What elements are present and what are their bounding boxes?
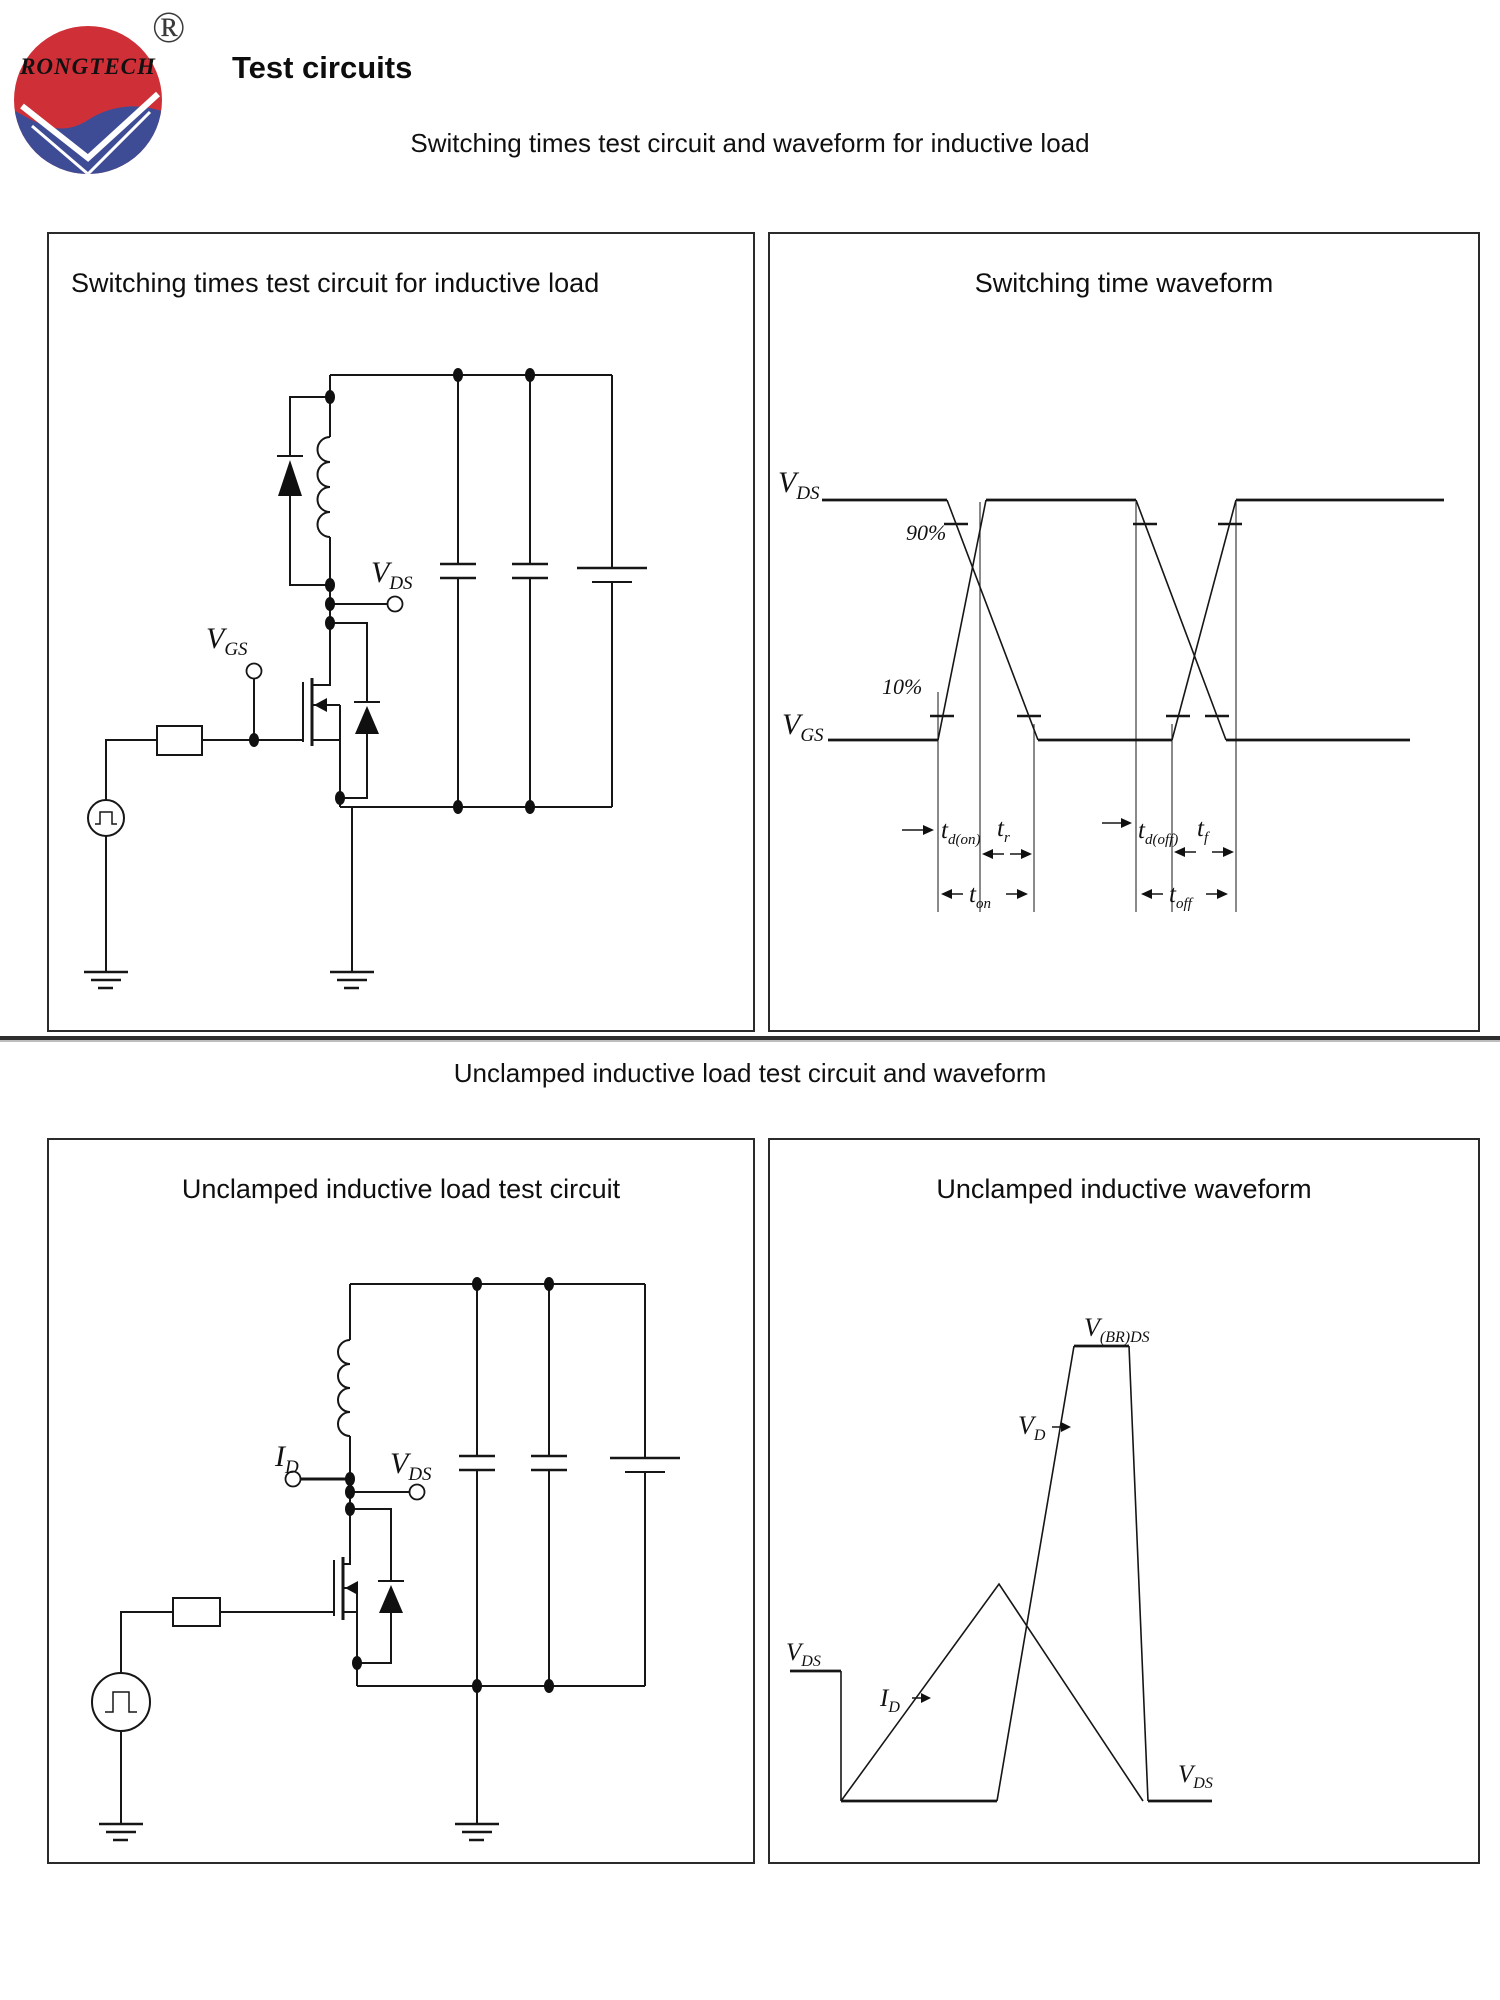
panel-title: Unclamped inductive load test circuit xyxy=(181,1174,621,1204)
capacitor-icon xyxy=(531,1284,567,1686)
switching-circuit-diagram xyxy=(49,234,753,1026)
capacitor-icon xyxy=(459,1284,495,1686)
tr-label: $t_r$ xyxy=(997,815,1010,846)
switching-waveform-chart xyxy=(770,234,1478,1026)
ground-icon xyxy=(99,1824,143,1840)
page-title: Test circuits xyxy=(232,50,413,85)
pulse-source-icon xyxy=(92,1673,150,1731)
unclamped-waveform-panel xyxy=(768,1138,1480,1864)
id-label: $I_D$ xyxy=(880,1685,900,1716)
pulse-source-icon xyxy=(88,800,124,836)
id-label: $I_D$ xyxy=(275,1440,299,1478)
td-on-arrow-icon xyxy=(902,825,934,835)
vds-terminal-icon xyxy=(410,1485,425,1500)
tf-label: $t_f$ xyxy=(1197,815,1209,846)
ground-icon xyxy=(330,972,374,988)
inductor-icon xyxy=(338,1340,350,1436)
90-percent-label: 90% xyxy=(906,520,947,545)
registered-mark-icon: ® xyxy=(152,3,186,52)
vds-label: $V_{DS}$ xyxy=(778,466,820,504)
vds-label: $V_{DS}$ xyxy=(371,556,413,594)
vds-label: $V_{DS}$ xyxy=(390,1447,432,1485)
unclamped-waveform-chart xyxy=(770,1140,1478,1858)
vds-terminal-icon xyxy=(388,597,403,612)
vds-trace xyxy=(790,1346,1212,1801)
panel-title: Switching times test circuit for inductive load xyxy=(71,268,600,298)
junction-dots xyxy=(345,1277,554,1693)
switching-circuit-panel xyxy=(47,232,755,1032)
capacitor-icon xyxy=(440,375,476,807)
resistor-icon xyxy=(173,1598,220,1626)
vgs-label: $V_{GS}$ xyxy=(782,708,824,746)
toff-label: $t_{off}$ xyxy=(1169,881,1192,912)
td-off-label: $t_{d(off)}$ xyxy=(1138,817,1179,848)
vds-left-label: $V_{DS}$ xyxy=(786,1639,821,1670)
battery-icon xyxy=(577,375,647,807)
body-diode-icon xyxy=(350,1509,404,1663)
ton-label: $t_{on}$ xyxy=(969,881,991,912)
section1-subtitle: Switching times test circuit and waveform for inductive load xyxy=(410,128,1090,158)
mosfet-icon xyxy=(202,678,340,807)
capacitor-icon xyxy=(512,375,548,807)
vd-arrow-icon xyxy=(1052,1422,1071,1432)
vgs-label: $V_{GS}$ xyxy=(206,622,248,660)
td-off-arrow-icon xyxy=(1102,818,1132,828)
mosfet-icon xyxy=(220,1557,358,1686)
id-arrow-icon xyxy=(912,1693,931,1703)
resistor-icon xyxy=(157,726,202,755)
ground-icon xyxy=(84,972,128,988)
rongtech-logo xyxy=(8,3,198,191)
ground-icon xyxy=(455,1824,499,1840)
vds-right-label: $V_{DS}$ xyxy=(1178,1761,1213,1792)
inductor-icon xyxy=(318,437,331,537)
section-divider xyxy=(0,1036,1500,1040)
section2-subtitle: Unclamped inductive load test circuit and waveform xyxy=(453,1058,1047,1088)
panel-title: Switching time waveform xyxy=(974,268,1274,298)
10-percent-label: 10% xyxy=(882,674,923,699)
panel-title: Unclamped inductive waveform xyxy=(936,1174,1312,1204)
vbrds-label: $V_{(BR)DS}$ xyxy=(1084,1313,1150,1346)
tr-span-arrows-icon xyxy=(982,849,1032,859)
logo-brand-text: RONGTECH xyxy=(20,54,156,79)
td-on-label: $t_{d(on)}$ xyxy=(941,817,981,848)
unclamped-circuit-diagram xyxy=(49,1140,753,1858)
tf-span-arrows-icon xyxy=(1174,847,1234,857)
unclamped-circuit-panel xyxy=(47,1138,755,1864)
body-diode-icon xyxy=(330,623,380,798)
switching-waveform-panel xyxy=(768,232,1480,1032)
battery-icon xyxy=(610,1284,680,1686)
vgs-terminal-icon xyxy=(247,664,262,679)
vd-label: $V_D$ xyxy=(1018,1411,1046,1444)
